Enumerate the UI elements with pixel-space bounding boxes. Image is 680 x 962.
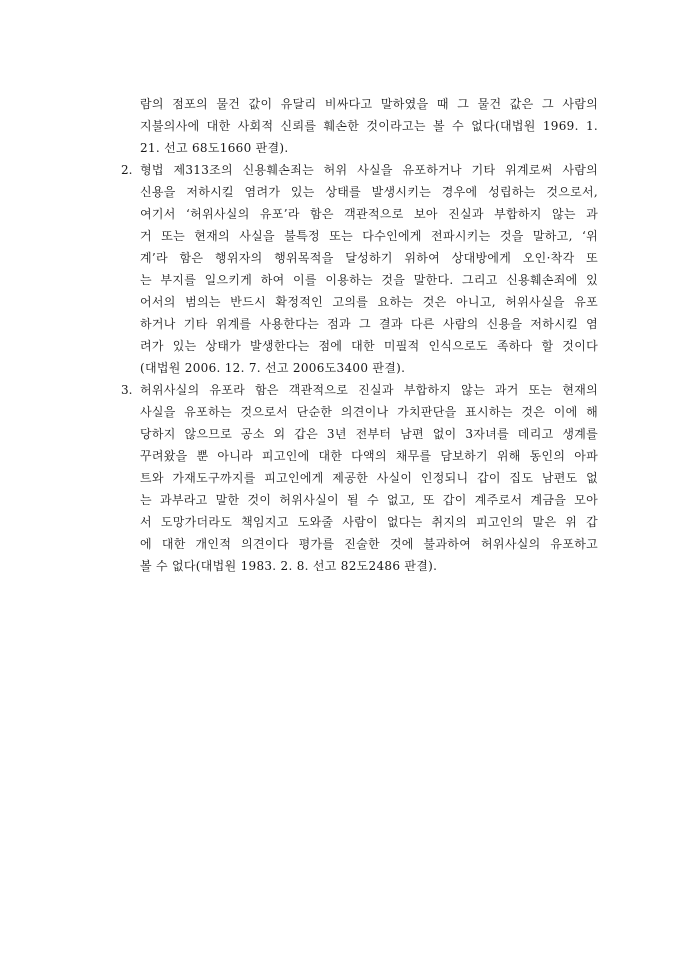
- paragraph-3-line-7: 서 도망가더라도 책임지고 도와줄 사람이 없다는 취지의 피고인의 말은 위 갑: [140, 515, 598, 529]
- paragraph-1-line-3: 21. 선고 68도1660 판결).: [140, 141, 289, 155]
- paragraph-1-line-2: 지불의사에 대한 사회적 신뢰를 훼손한 것이라고는 볼 수 없다(대법원 1969. 1.: [140, 119, 598, 133]
- paragraph-3-line-1: 허위사실의 유포라 함은 객관적으로 진실과 부합하지 않는 과거 또는 현재의: [140, 383, 598, 397]
- paragraph-2-line-10: (대법원 2006. 12. 7. 선고 2006도3400 판결).: [140, 361, 406, 375]
- paragraph-3-line-9: 볼 수 없다(대법원 1983. 2. 8. 선고 82도2486 판결).: [140, 559, 438, 573]
- paragraph-2-line-6: 는 부지를 일으키게 하여 이를 이용하는 것을 말한다. 그리고 신용훼손죄에 있: [140, 273, 598, 287]
- paragraph-1-line-1: 람의 점포의 물건 값이 유달리 비싸다고 말하였을 때 그 물건 값은 그 사람의: [140, 97, 598, 111]
- paragraph-2-line-1: 형법 제313조의 신용훼손죄는 허위 사실을 유포하거나 기타 위계로써 사람의: [140, 163, 598, 177]
- paragraph-3-line-4: 꾸려왔을 뿐 아니라 피고인에 대한 다액의 채무를 담보하기 위해 동인의 아파: [140, 449, 598, 463]
- paragraph-2-line-7: 어서의 범의는 반드시 확정적인 고의를 요하는 것은 아니고, 허위사실을 유포: [140, 295, 598, 309]
- paragraph-2-line-4: 거 또는 현재의 사실을 불특정 또는 다수인에게 전파시키는 것을 말하고, ‘위: [140, 229, 598, 243]
- paragraph-3-line-8: 에 대한 개인적 의견이다 평가를 진술한 것에 불과하여 허위사실의 유포하고: [140, 537, 598, 551]
- paragraph-2-line-5: 계’라 함은 행위자의 행위목적을 달성하기 위하여 상대방에게 오인·착각 또: [140, 251, 598, 265]
- paragraph-3-line-6: 는 과부라고 말한 것이 허위사실이 될 수 없고, 또 갑이 계주로서 계금을 모아: [140, 493, 598, 507]
- paragraph-2-line-8: 하거나 기타 위계를 사용한다는 점과 그 결과 다른 사람의 신용을 저하시킬 염: [140, 317, 598, 331]
- paragraph-2-line-2: 신용을 저하시킬 염려가 있는 상태를 발생시키는 경우에 성립하는 것으로서,: [140, 185, 598, 199]
- paragraph-2-number: 2.: [121, 163, 133, 177]
- paragraph-3-number: 3.: [121, 383, 133, 397]
- paragraph-3-line-2: 사실을 유포하는 것으로서 단순한 의견이나 가치판단을 표시하는 것은 이에 해: [140, 405, 598, 419]
- paragraph-3-line-3: 당하지 않으므로 공소 외 갑은 3년 전부터 남편 없이 3자녀를 데리고 생계를: [140, 427, 598, 441]
- paragraph-3-line-5: 트와 가재도구까지를 피고인에게 제공한 사실이 인정되니 갑이 집도 남편도 없: [140, 471, 598, 485]
- paragraph-2-line-9: 려가 있는 상태가 발생한다는 점에 대한 미필적 인식으로도 족하다 할 것이다: [140, 339, 598, 353]
- paragraph-2-line-3: 여기서 ‘허위사실의 유포’라 함은 객관적으로 보아 진실과 부합하지 않는 과: [140, 207, 598, 221]
